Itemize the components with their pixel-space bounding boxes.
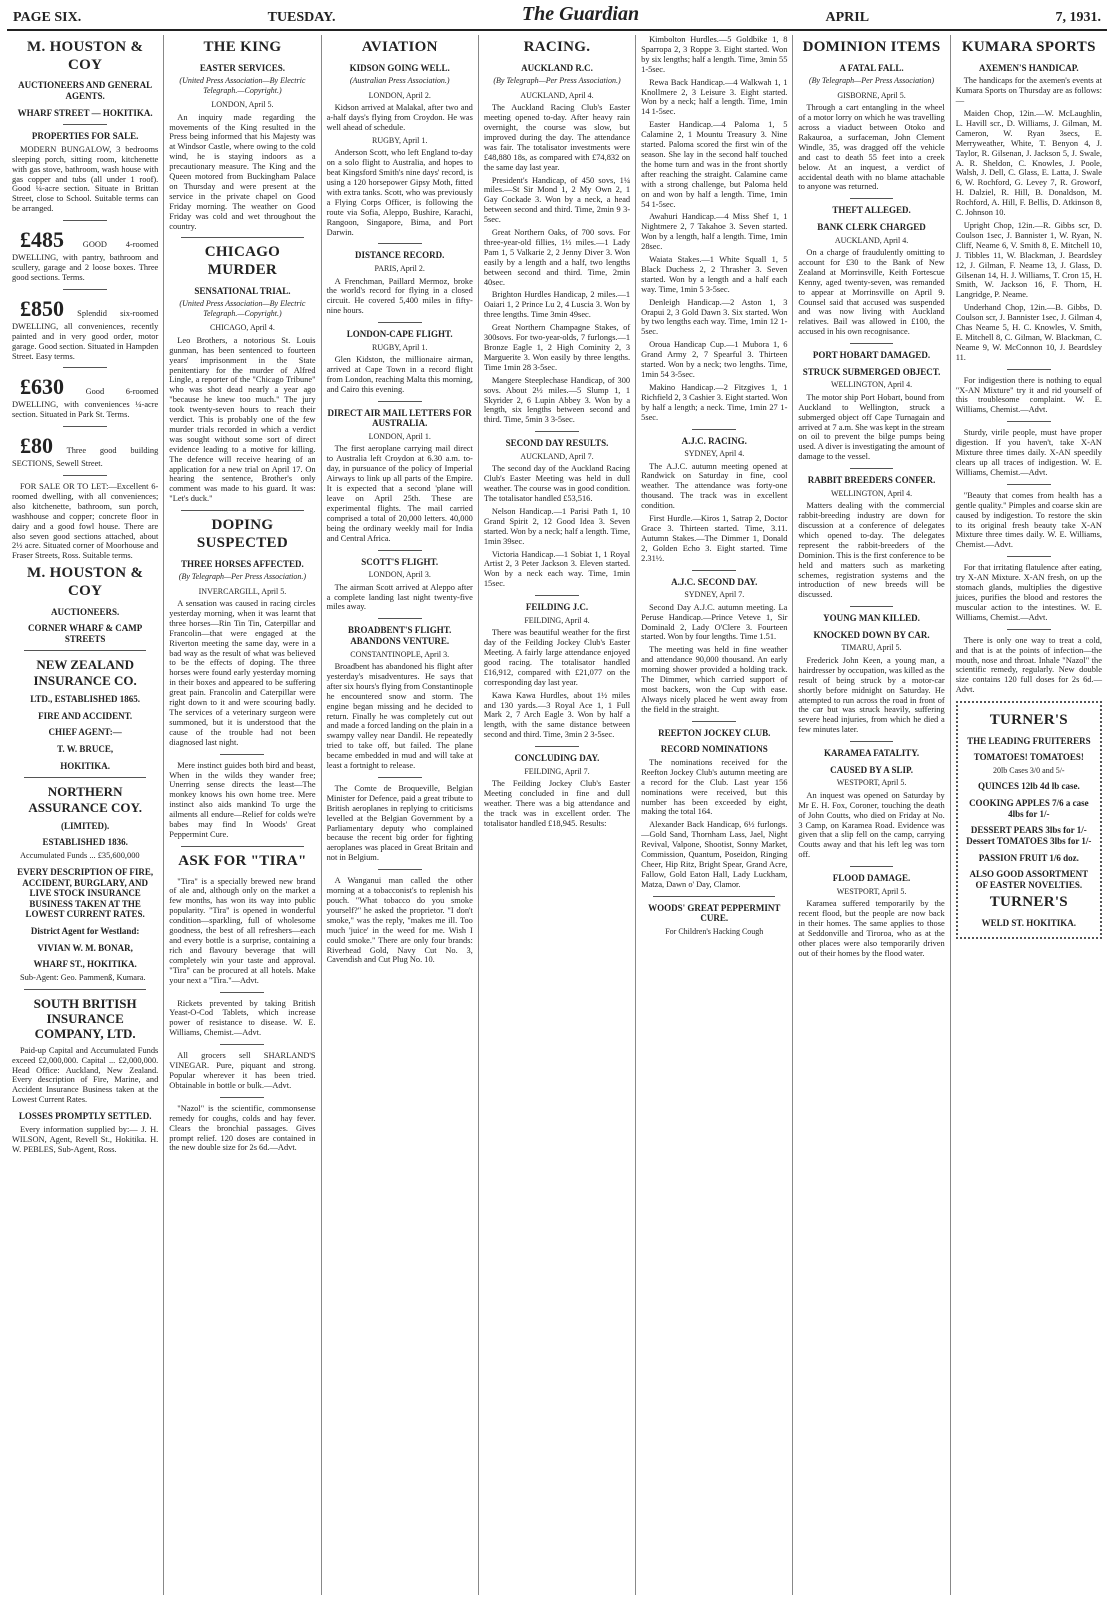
article-text: "Tira" is a specially brewed new brand of ale and, although only on the market a few months, has won its way into public popularity. "Tira" is opened in wonderful condition—sparkling, full of wholesome goodness, the best of all refreshers—each and every bottle is a surprise, containing a rich and flavoury beverage that will completely win your taste and approval. "Tira" can be procured at all hotels. Make your next a "Tira."—Advt.: [169, 876, 316, 985]
advert-text: Sturdy, virile people, must have proper digestion. If you haven't, take X-AN Mixture three times daily. X-AN speedily clears up all traces of indigestion. W. E. Williams, Chemist.—Advt.: [955, 428, 1102, 477]
race-result: Denleigh Handicap.—2 Aston 1, 3 Orapui 2, 3 Gold Dawn 3. Six started. Won by two lengths each way. Time, 1min 12 1-5sec.: [641, 297, 788, 337]
subheading: A.J.C. SECOND DAY.: [671, 576, 758, 587]
handicap-list: Upright Chop, 12in.—R. Gibbs scr, D. Coulson 1sec, J. Bannister 1, W. Ryan, N. Cliff, Neame 6, V. Smith 8, E. Mitchell 10, J. Tibbles 11, W. Blackman, J. Beardsley 12, J. Gilman, F. Neame 13, J. Glass, D. Gilsenan 14, H. J. Williams, T. Cron 15, H. Smith, W. Jackson 16, F. Thorn, H. Langridge, P. Neame.: [955, 220, 1102, 300]
insurance-est: LTD., ESTABLISHED 1865.: [30, 694, 141, 705]
firm-address: WHARF STREET — HOKITIKA.: [17, 107, 153, 118]
source-line: (By Telegraph—Per Press Association.): [178, 572, 307, 582]
article-text: The motor ship Port Hobart, bound from Auckland to Wellington, struck a submerged object off Cape Turnagain and arrived at 7 a.m. She was kept in the stream on oil to prevent the bilge pumps being used. A diver is investigating the amount of damage to the vessel.: [798, 392, 945, 462]
article-text: The Auckland Racing Club's Easter meeting opened to-day. After heavy rain overnight, the course was slow, but improved during the day. The attendance was fair. The totalisator investments were £48,880 18s, as compared with £74,832 on the same day last year.: [483, 103, 631, 172]
advert-text: For that irritating flatulence after eating, try X-AN Mixture. X-AN fresh, on up the stomach glands, multiplies the digestive juices, purifies the blood and restores the muscular action to the intestines. W. E. Williams, Chemist.—Advt.: [955, 563, 1102, 622]
subheading: SCOTT'S FLIGHT.: [361, 556, 439, 567]
article-text: The Feilding Jockey Club's Easter Meeting concluded in fine and dull weather. There was a big attendance and the track was in excellent order. The totalisator handled £18,945. Results:: [483, 779, 631, 828]
race-result: Victoria Handicap.—1 Sobiat 1, 1 Royal Artist 2, 3 Peter Jackson 3. Eleven started. Won by a neck each way. Time, 1min 15sec.: [483, 549, 631, 589]
firm-subtitle: AUCTIONEERS AND GENERAL AGENTS.: [18, 80, 153, 101]
dateline: GISBORNE, April 5.: [837, 90, 906, 100]
advert-text: There is only one way to treat a cold, and that is at the points of infection—the mouth, nose and throat. Inhale "Nazol" the scientific remedy, regularly. New double size contains 120 full doses for 2s 6d.—Advt.: [955, 635, 1102, 695]
race-result: Kawa Kawa Hurdles, about 1½ miles and 130 yards.—3 Royal Ace 1, 1 Full Mark 2, 7 Arch Eagle 3. Won by half a length, with the same distance between second and third. Time, 3min 2 3-5sec.: [483, 690, 631, 740]
property-listing: MODERN BUNGALOW, 3 bedrooms sleeping porch, sitting room, kitchenette with gas stove, bathroom, wash house with gas copper and tubs (all under 1 roof). Good ¼-acre section. Situate in Brittan Street, close to School. Suitable terms can be arranged.: [12, 144, 159, 214]
subheading: YOUNG MAN KILLED.: [823, 613, 920, 624]
article-text: An inquiry made regarding the movements of the King resulted in the Press being informed that his Majesty was at Windsor Castle, where owing to the cold wind, he is staying indoors as a precautionary measure. The King and the Queen motored from Buckingham Palace on Thursday and were present at the service in the private chapel on Good Friday morning. The weather on Good Friday was cold and wet throughout the country.: [169, 112, 316, 231]
subheading: BROADBENT'S FLIGHT. ABANDONS VENTURE.: [348, 625, 452, 646]
subheading: SENSATIONAL TRIAL.: [194, 285, 291, 296]
dateline: FEILDING, April 7.: [524, 766, 590, 776]
dateline: FEILDING, April 4.: [524, 615, 590, 625]
subheading: BANK CLERK CHARGED: [817, 221, 926, 232]
district-agent-label: District Agent for Westland:: [30, 926, 140, 937]
column-aviation: [322, 35, 479, 1595]
insurance-name: NORTHERN ASSURANCE COY.: [28, 784, 142, 815]
dateline: AUCKLAND, April 7.: [520, 451, 594, 461]
agent-name: T. W. BRUCE,: [57, 743, 114, 754]
article-text: The airman Scott arrived at Aleppo after a complete landing last night twenty-five miles away.: [326, 582, 473, 612]
article-text: The handicaps for the axemen's events at Kumara Sports on Thursday are as follows:—: [955, 76, 1102, 106]
insurance-text: EVERY DESCRIPTION OF FIRE, ACCIDENT, BURGLARY, AND LIVE STOCK INSURANCE BUSINESS TAKEN AT THE LOWEST CURRENT RATES.: [17, 866, 154, 920]
source-line: (United Press Association—By Electric Telegraph.—Copyright.): [179, 76, 306, 95]
dateline: LONDON, April 1.: [368, 432, 431, 442]
advert-item: COOKING APPLES 7/6 a case 4lbs for 1/-: [969, 798, 1089, 819]
chief-agent-label: CHIEF AGENT:—: [48, 727, 122, 738]
race-result: Waiata Stakes.—1 White Squall 1, 5 Black Duchess 2, 2 Thrasher 3. Seven started. Won by a length and a half each way. Time, 1min 5 3-5sec.: [641, 255, 788, 294]
dateline: SYDNEY, April 4.: [684, 449, 745, 459]
day: TUESDAY.: [267, 10, 336, 25]
advert-item: TOMATOES! TOMATOES!: [973, 752, 1084, 763]
subheading: KNOCKED DOWN BY CAR.: [813, 629, 930, 640]
price: £80: [20, 433, 53, 459]
advert-item: PASSION FRUIT 1/6 doz.: [978, 852, 1079, 863]
subheading: AUCKLAND R.C.: [521, 62, 593, 73]
advert-item: 20lb Cases 3/0 and 5/-: [993, 766, 1065, 776]
headline: RACING.: [523, 39, 591, 55]
dateline: LONDON, April 5.: [211, 100, 274, 110]
insurance-name: NEW ZEALAND INSURANCE CO.: [33, 657, 137, 688]
subheading: DISTANCE RECORD.: [355, 250, 445, 261]
advert-heading: TURNER'S: [989, 712, 1068, 729]
source-line: (United Press Association—By Electric Telegraph.—Copyright.): [179, 299, 306, 318]
article-text: Kidson arrived at Malakal, after two and a-half days's flying from Croydon. He was well ahead of schedule.: [326, 103, 473, 132]
firm-address: CORNER WHARF & CAMP STREETS: [28, 623, 143, 644]
race-result: Great Northern Oaks, of 700 sovs. For three-year-old fillies, 1½ miles.—1 Lady Pam 1, 5 Valkarie 2, 2 Jenny Diver 3. Won easily by a length and a half, two lengths between second and third. Time, 2min 40sec.: [483, 228, 631, 287]
source-line: (By Telegraph—Per Press Association.): [493, 76, 621, 86]
article-text: The A.J.C. autumn meeting opened at Randwick on Saturday in fine, cool weather. The attendance was forty-one thousand. The track was in excellent condition.: [641, 461, 788, 511]
property-listing: [12, 296, 158, 362]
agent-info: Every information supplied by:— J. H. WILSON, Agent, Revell St., Hokitika. H. W. PEBLES, Sub-Agent, Ross.: [12, 1124, 159, 1154]
insurance-type: FIRE AND ACCIDENT.: [38, 710, 133, 721]
article-text: The second day of the Auckland Racing Club's Easter Meeting was held in dull weather. The course was in good condition. The totalisator handled £53,516.: [483, 464, 631, 504]
subheading: RECORD NOMINATIONS: [660, 744, 768, 755]
dateline: RUGBY, April 1.: [371, 342, 428, 352]
article-text: Alexander Back Handicap, 6½ furlongs.—Gold Sand, Thornham Lass, Jael, Night Revival, Valpone, Shootist, Sonny Market, Commission, Quantum, Poseidon, Ringing Cheer, Hip Ritz, Bright Spear, Grand Acre, Fallow, Gold Eaton Hall, Lady Luckham, Matza, Dawn o' Day, Clamor.: [641, 820, 788, 889]
article-text: A sensation was caused in racing circles yesterday morning, when it was learnt that three horses—Rin Tin Tin, Caterpillar and Francolin—that were engaged at the Riverton meeting the same day, were in a bad way as the result of what was believed to be the effects of doping. The three horses were found early yesterday morning in their boxes and appeared to be suffering great pain. Francolin and Caterpillar were right down to it and were scouring badly. The services of a veterinary surgeon were summoned, but it is understood that the cause of the trouble had not been diagnosed last night.: [169, 599, 316, 747]
property-listing: [12, 374, 158, 420]
article-text: There was beautiful weather for the first day of the Feilding Jockey Club's Easter Meeting. A fairly large attendance enjoyed good racing. The totalisator handled £16,912, compared with £21,077 on the corresponding day last year.: [483, 628, 631, 687]
price: £485: [20, 227, 64, 253]
newspaper-page: [7, 4, 1107, 1594]
paper-title: The Guardian: [521, 3, 640, 25]
race-result: Makino Handicap.—2 Fitzgives 1, 1 Richfield 2, 3 Cashier 3. Eight started. Won by half a length; a neck. Time, 1min 27 1-5sec.: [641, 382, 788, 422]
article-text: Anderson Scott, who left England to-day on a solo flight to Australia, and hopes to beat Kingsford Smith's nine days' record, is using a 120 horsepower Gipsy Moth, fitted with extra tanks. Scott, who was previously a Flying Corps Officer, is following the route via Sofia, Aleppo, Bushire, Karachi, Rangoon, Singapore, Bima, and Port Darwin.: [326, 148, 473, 237]
subheading: AXEMEN'S HANDICAP.: [978, 62, 1079, 73]
article-text: On a charge of fraudulently omitting to account for £30 to the Bank of New Zealand at Morrinsville, Keith Fortescue Kenny, aged twenty-seven, was remanded to appear at Morrinsville on April 9. Counsel said that accused was suspended and was now living with Auckland relatives. Bail was allowed in £100, the accused in his own recognisance.: [798, 247, 945, 337]
agent-town: HOKITIKA.: [60, 760, 111, 771]
masthead: [7, 4, 1107, 31]
price: £850: [20, 295, 64, 321]
article-text: Matters dealing with the commercial rabbit-breeding industry are down for discussion at a conference of delegates which opened to-day. The delegates represent the rabbit-breeders of the Dominion. This is the first conference to be held and matters such as marketing schemes, registration systems and the introduction of new breeds will be discussed.: [798, 501, 945, 600]
dateline: WESTPORT, April 5.: [836, 886, 907, 896]
headline: THE KING: [203, 39, 282, 55]
dateline: TIMARU, April 5.: [841, 643, 902, 653]
column-racing: [479, 35, 636, 1595]
dateline: WESTPORT, April 5.: [836, 778, 907, 788]
advert-heading: WOODS' GREAT PEPPERMINT CURE.: [648, 902, 781, 924]
district-agent-name: VIVIAN W. M. BONAR,: [37, 942, 133, 953]
date: 7, 1931.: [1055, 10, 1101, 25]
advert-sub: THE LEADING FRUITERERS: [967, 735, 1091, 746]
advert-item: QUINCES 12lb 4d lb case.: [977, 781, 1080, 792]
dateline: AUCKLAND, April 4.: [834, 235, 909, 245]
race-result: Oroua Handicap Cup.—1 Mubora 1, 6 Grand Army 2, 7 Spearful 3. Thirteen started. Won by a neck; two lengths. Time, 1min 54 3-5sec.: [641, 340, 788, 379]
article-text: The Comte de Broqueville, Belgian Minister for Defence, paid a great tribute to British aeroplanes in replying to criticisms levelled at the Belgian Government by a Parliamentary deputy who complained because the recent big order for fighting aeroplanes was placed in Great Britain and not in Belgium.: [326, 783, 473, 863]
race-result: Rewa Back Handicap.—4 Walkwah 1, 1 Knollmere 2, 3 Leisure 3. Eight started. Won by a neck; half a length. Time, 1min 14 1-5sec.: [641, 77, 788, 117]
article-text: Frederick John Keen, a young man, a hairdresser by occupation, was killed as the result of being struck by a motor-car shortly before midnight on Saturday. He attempted to run across the road in front of the car but was struck heavily, suffering severe head injuries, from which he died a few minutes later.: [798, 655, 945, 735]
insurance-funds: Accumulated Funds ... £35,600,000: [20, 851, 140, 861]
for-sale-notice: FOR SALE OR TO LET:—Excellent 6-roomed dwelling, with all conveniences; also kitchenette, bathroom, sun porch, washhouse and copper; concrete floor in dairy and a good fowl house. There are also seven good sections attached, about 2½ acre. Situated corner of Moorhouse and Fraser Streets, Ross. Suitable terms.: [12, 482, 159, 561]
dateline: PARIS, April 2.: [374, 264, 425, 274]
turners-advert: [956, 701, 1102, 939]
race-result: Easter Handicap.—4 Paloma 1, 5 Calamine 2, 1 Mountu Treasury 3. Nine started. Paloma scored the first win of the season. She lay in the second half touched the home turn and was in the front shortly after reaching the straight. Calamine came with a strong challenge, but Paloma held on and won by half a length. Time, 1min 54 1-5sec.: [641, 120, 788, 209]
firm-name: M. HOUSTON & COY: [27, 39, 144, 73]
dateline: CHICAGO, April 4.: [209, 323, 275, 333]
race-result: Great Northern Champagne Stakes, of 300sovs. For two-year-olds, 7 furlongs.—1 Bronze Eagle 1, 2 High Cominity 2, 3 Marguerite 3. Won easily by three lengths. Time 1min 28 3-5sec.: [483, 323, 631, 372]
source-line: (Australian Press Association.): [349, 76, 450, 86]
headline: DOMINION ITEMS: [802, 39, 941, 55]
headline: AVIATION: [361, 39, 438, 55]
race-result: Awahuri Handicap.—4 Miss Shef 1, 1 Nightmere 2, 7 Takahoe 3. Seven started. Won by a length, half a length. Time, 1min 28sec.: [641, 212, 788, 252]
insurance-name: SOUTH BRITISH INSURANCE COMPANY, LTD.: [33, 995, 137, 1042]
subheading: CONCLUDING DAY.: [514, 753, 600, 764]
property-text: Splendid six-roomed DWELLING, all conveniences, recently painted and in very good order, motor garage. Good section. Situated in Hampden Street. Easy terms.: [12, 308, 159, 361]
month: APRIL: [825, 10, 870, 25]
race-result: Kimbolton Hurdles.—5 Goldbike 1, 8 Sparropa 2, 3 Roppe 3. Eight started. Won by six lengths; half a length. Time, 3min 55 1-5sec.: [641, 35, 788, 74]
race-result: President's Handicap, of 450 sovs, 1¼ miles.—St Sir Mond 1, 2 My Own 2, 1 Gay Cockade 3. Won by a neck, a head between second and third. Time, 2min 9 3-5sec.: [483, 175, 631, 225]
column-kumara: [951, 35, 1107, 1595]
column-racing-cont: [636, 35, 793, 1595]
race-result: Mangere Steeplechase Handicap, of 300 sovs. About 2½ miles.—5 Slump 1, 1 Skyrider 2, 6 Lupin Abbey 3. Won by a length, six lengths between second and third. Time, 5min 3 3-5sec.: [483, 375, 631, 425]
article-text: Broadbent has abandoned his flight after yesterday's misadventures. He says that after six hours's flying from Constantinople he encountered snow and storm. The engine began missing and he decided to return. Finally he was completely cut out and made a forced landing on the plain in a swampy valley near Dandil. He repeatedly tried to take off, but failed. The plane became embedded in mud and will take at least a fortnight to release.: [326, 661, 473, 771]
subheading: DIRECT AIR MAIL LETTERS FOR AUSTRALIA.: [327, 407, 472, 429]
properties-heading: PROPERTIES FOR SALE.: [31, 131, 139, 142]
property-text: GOOD 4-roomed DWELLING, with pantry, bathroom and scullery, garage and 2 loose boxes. Three good sections. Terms.: [12, 240, 159, 282]
headline: ASK FOR "TIRA": [178, 852, 307, 869]
subheading: THREE HORSES AFFECTED.: [181, 558, 304, 569]
property-listing: [12, 227, 158, 283]
article-text: The nominations received for the Reefton Jockey Club's autumn meeting are a record for the Club. Last year 156 nominations were received, but this number has been exceeded by eight, making the total 164.: [641, 757, 788, 817]
race-result: Brighton Hurdles Handicap, 2 miles.—1 Oaiari 1, 2 Prince Lu 2, 4 Luscia 3. Won by three lengths. Time 3min 49sec.: [483, 290, 631, 320]
poem-advert: Mere instinct guides both bird and beast, When in the wilds they wander free; Unerring sense directs the least—The monkey knows his own home tree. Mere instinct also aids mankind To urge the ailments all endure—Relief for colds we're babes may find In Woods' Great Peppermint Cure.: [169, 760, 316, 839]
dateline: LONDON, April 3.: [368, 570, 431, 580]
dateline: SYDNEY, April 7.: [684, 590, 745, 600]
advert-text: All grocers sell SHARLAND'S VINEGAR. Pure, piquant and strong. Popular wherever it has been tried. Obtainable in bottle or bulk.—Advt.: [169, 1051, 316, 1090]
column-news-king: [164, 35, 321, 1595]
insurance-text: Paid-up Capital and Accumulated Funds exceed £2,000,000. Capital ... £2,000,000. Head Office: Auckland, New Zealand. Every description of Fire, Marine, and Accident Insurance Business taken at the Lowest Current Rates.: [12, 1045, 159, 1105]
subheading: LONDON-CAPE FLIGHT.: [346, 329, 453, 340]
headline: DOPING SUSPECTED: [196, 517, 288, 551]
subheading: KIDSON GOING WELL.: [349, 62, 450, 73]
advert-text: "Beauty that comes from health has a gentle quality." Pimples and coarse skin are caused by indigestion. To restore the skin to its original fresh beauty take X-AN Mixture three times daily. W. E. Williams, Chemist.—Advt.: [955, 490, 1102, 550]
advert-text: For indigestion there is nothing to equal "X-AN Mixture" try it and rid yourself of this troublesome complaint. W. E. Williams, Chemist.—Advt.: [955, 375, 1102, 415]
source-line: (By Telegraph—Per Press Association): [808, 76, 935, 86]
handicap-list: Maiden Chop, 12in.—W. McLaughlin, L. Havill scr., D. Williams, J. Gilman, M. Cameron, W. Ryan 3secs, E. Merryweather, White, T. Benyon 4, J. Taylor, R. Gilsenan, J. Jackson 5, J. Swale, A. R. Sheldon, C. Knowles, J. Poole, Walsh, J. Dell, C. Glass, E. Latta, J. Swale 6, W. Rochford, G. Levey 7, R. Groworf, H. Dalziel, R. Hill, B. Donaldson, M. Rochford, A. Hill, F. Bellis, D. Atkinson 8, C. Johnson 10.: [955, 109, 1102, 218]
insurance-ltd: (LIMITED).: [61, 820, 110, 831]
race-result: First Hurdle.—Kiros 1, Satrap 2, Doctor Grace 3. Thirteen started. Time, 3.11. Autumn Stakes.—The Dimmer 1, Donald 2, Golden Echo 3. Eight started. Time 2.31½.: [641, 514, 788, 563]
advert-item: DESSERT PEARS 3lbs for 1/- Dessert TOMATOES 3lbs for 1/-: [966, 825, 1092, 846]
article-text: Karamea suffered temporarily by the recent flood, but the people are now back in their homes. The same applies to those at Seddonville and Tiroroa, who as at the other places were also temporarily driven out of their homes by the flood water.: [798, 899, 945, 958]
subheading: RABBIT BREEDERS CONFER.: [807, 475, 936, 486]
firm-name: M. HOUSTON & COY: [27, 565, 144, 599]
subheading: THEFT ALLEGED.: [832, 205, 911, 216]
dateline: INVERCARGILL, April 5.: [198, 586, 287, 596]
subheading: FEILDING J.C.: [525, 602, 589, 613]
headline: KUMARA SPORTS: [961, 39, 1096, 55]
dateline: AUCKLAND, April 4.: [520, 90, 594, 100]
price: £630: [20, 374, 64, 400]
article-text: Leo Brothers, a notorious St. Louis gunman, has been sentenced to fourteen years' imprisonment in the State penitentiary for the murder of Alfred Lingle, a reporter of the "Chicago Tribune" who was shot dead nearly a year ago "because he knew too much." The jury took twenty-seven hours to reach their verdict. This is probably one of the few murder trials recorded in which a verdict was sought without some sort of direct evidence leading to a motive for killing. The defence will receive hearing of an application for a new trial on April 17. On hearing the sentence, Brother's only comment was made to his guard. It was: "Let's duck.": [169, 335, 316, 504]
article-text: An inquest was opened on Saturday by Mr E. H. Fox, Coroner, touching the death of John Coutts, who died on Friday at No. 3 Camp, on Karamea Road. Evidence was given that a slip fell on the camp, carrying Coutts away and that his left leg was torn off.: [798, 790, 945, 860]
advert-address: WELD ST. HOKITIKA.: [981, 918, 1076, 929]
dateline: RUGBY, April 1.: [371, 135, 428, 145]
article-text: The meeting was held in fine weather and attendance 90,000 thousand. An early morning shower provided a holding track. The Dimmer, which carried support of most backers, won the Cup with ease. Always nicely placed he went away from the field in the straight.: [641, 645, 788, 714]
page-number: PAGE SIX.: [13, 10, 82, 25]
sub-agent: Sub-Agent: Geo. Pammenß, Kumara.: [20, 972, 146, 982]
article-text: Glen Kidston, the millionaire airman, arrived at Cape Town in a record flight from London, reaching Malta this morning, and Cairo this evening.: [326, 355, 473, 394]
subheading: CAUSED BY A SLIP.: [830, 764, 913, 775]
advert-footer: TURNER'S: [989, 894, 1068, 911]
losses-settled: LOSSES PROMPTLY SETTLED.: [18, 1111, 152, 1122]
property-listing: [12, 433, 158, 469]
advert-text: Rickets prevented by taking British Yeast-O-Cod Tablets, which increase power of resistance to disease. W. E. Williams, Chemist.—Advt.: [169, 998, 316, 1038]
district-agent-address: WHARF ST., HOKITIKA.: [33, 959, 137, 970]
column-ads: [7, 35, 164, 1595]
advert-text: "Nazol" is the scientific, commonsense remedy for coughs, colds and hay fever. Clears the bronchial passages. Gives prompt relief. 120 doses are contained in the new double size for 2s 6d.—Advt.: [169, 1103, 316, 1153]
subheading: REEFTON JOCKEY CLUB.: [658, 727, 771, 738]
article-text: A Frenchman, Paillard Mermoz, broke the world's record for flying in a closed circuit. He covered 5,400 miles in fifty-nine hours.: [326, 276, 473, 316]
article-text: Through a cart entangling in the wheel of a motor lorry on which he was travelling across a viaduct between Otoko and Rakauroa, a surfaceman, John Clement Windle, 35, was dragged off the vehicle and cast to death 55 feet into a creek below. At an inquest, a verdict of accidental death with no blame attachable to anyone was returned.: [798, 103, 945, 192]
subheading: A FATAL FALL.: [839, 62, 904, 73]
column-dominion: [793, 35, 950, 1595]
subheading: PORT HOBART DAMAGED.: [812, 350, 931, 361]
insurance-est: ESTABLISHED 1836.: [42, 837, 128, 848]
advert-item: ALSO GOOD ASSORTMENT OF EASTER NOVELTIES.: [969, 869, 1089, 890]
firm-subtitle: AUCTIONEERS.: [51, 606, 120, 617]
dateline: WELLINGTON, April 4.: [830, 380, 913, 390]
subheading: A.J.C. RACING.: [681, 435, 747, 446]
subheading: KARAMEA FATALITY.: [823, 748, 920, 759]
article-text: A Wanganui man called the other morning at a tobacconist's to replenish his pouch. "What tobacco do you smoke yourself?" he asked the proprietor. "I don't smoke," was the reply, "makes me ill. Too much 'juice' in the weed for me. Wish I could smoke." There are only four brands: Riverhead Gold, Navy Cut No. 3, Cavendish and Cut Plug No. 10.: [326, 876, 473, 965]
race-result: Nelson Handicap.—1 Parisi Path 1, 10 Grand Spirit 2, 12 Good Idea 3. Seven started. Won by a neck; half a length. Time, 1min 39sec.: [483, 506, 631, 546]
article-text: The first aeroplane carrying mail direct to Australia left Croydon at 6.30 a.m. to-day, in pursuance of the policy of Imperial Airways to link up all parts of the Empire. It is expected that a second 'plane will leave on April 25th. These are experimental flights. The mail carried comprised a total of 20,000 letters. 40,000 being the ordinary weekly mail for India and Central Africa.: [326, 444, 473, 543]
subheading: STRUCK SUBMERGED OBJECT.: [802, 366, 941, 377]
subheading: EASTER SERVICES.: [199, 62, 286, 73]
race-result: Second Day A.J.C. autumn meeting. La Peruse Handicap.—Prince Veteve 1, Sir Dominald 2, Lady O'Clere 3. Fourteen started. Won by four lengths. Time 1.51.: [641, 602, 788, 642]
property-text: Good 6-roomed DWELLING, with conveniences ¼-acre section. Situated in Park St. Terms.: [12, 387, 159, 420]
handicap-list: Underhand Chop, 12in.—B. Gibbs, D. Coulson scr, J. Bannister 1sec, J. Gilman 4, Chas Neame 5, H. C. Knowles, V. Smith, E. Mitchell 8, C. Gilman, W. Blackman, C. Neame 9, W. McConnon 10, J. Beardsley 11.: [955, 303, 1102, 362]
headline: CHICAGO MURDER: [204, 244, 281, 279]
dateline: WELLINGTON, April 4.: [830, 488, 913, 498]
dateline: CONSTANTINOPLE, April 3.: [350, 649, 450, 659]
advert-sub: For Children's Hacking Cough: [665, 926, 764, 936]
subheading: SECOND DAY RESULTS.: [505, 438, 609, 449]
dateline: LONDON, April 2.: [368, 90, 431, 100]
subheading: FLOOD DAMAGE.: [832, 873, 911, 884]
property-text: Three good building SECTIONS, Sewell Street.: [12, 446, 159, 469]
